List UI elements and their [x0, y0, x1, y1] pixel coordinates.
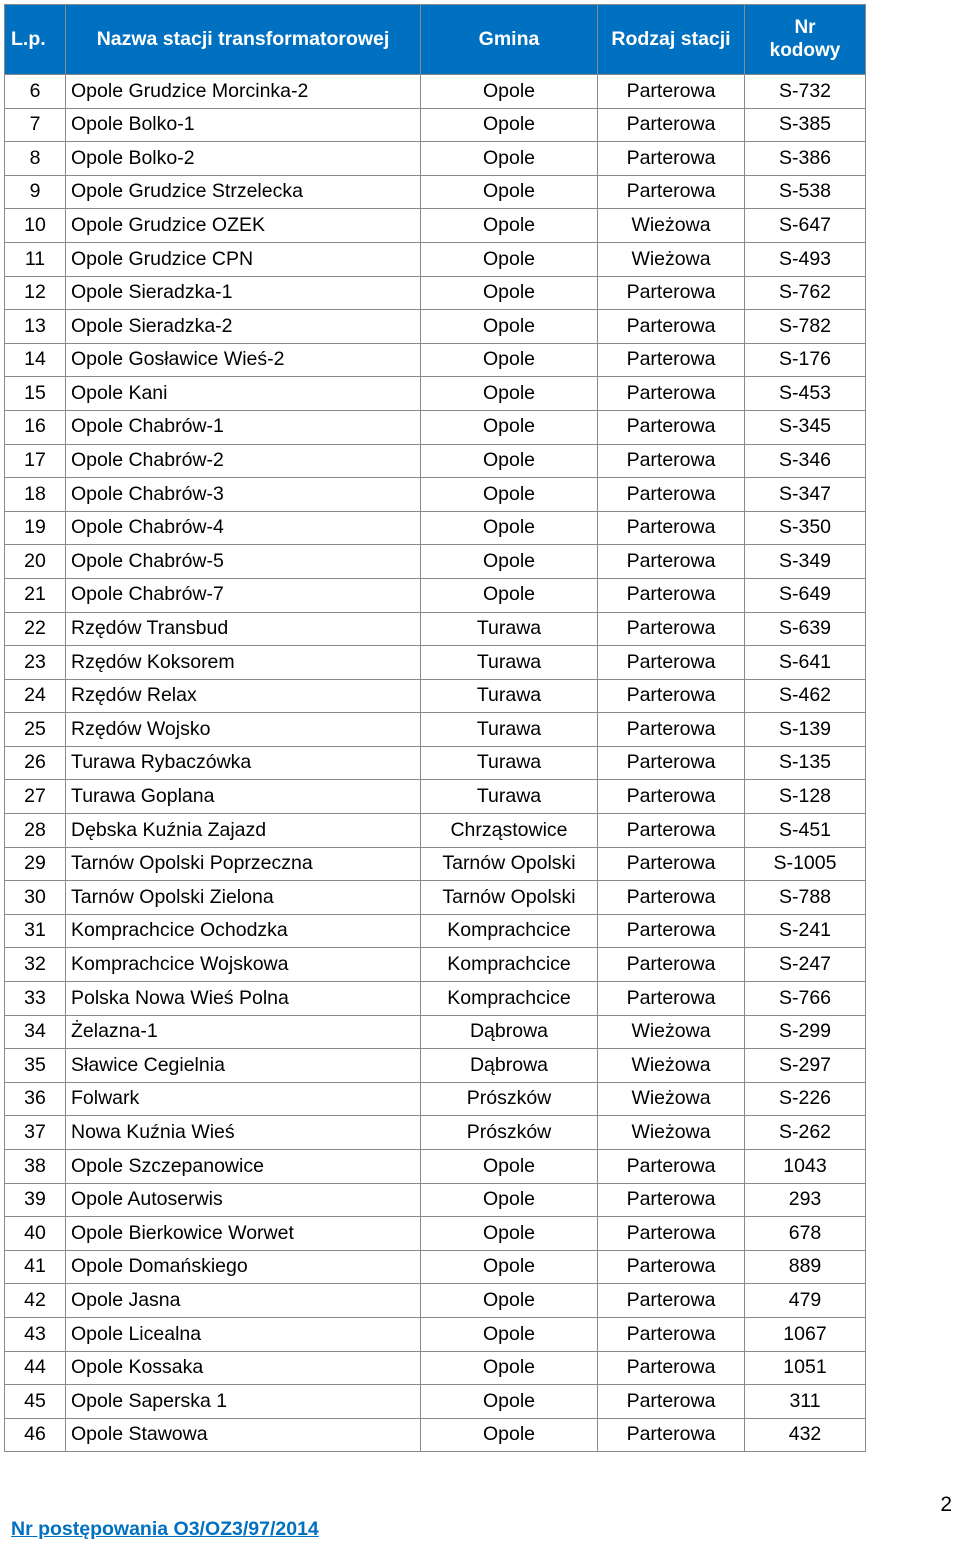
- table-row: [5, 444, 866, 478]
- cell-lp: 6: [5, 75, 66, 109]
- cell-station-name: Opole Chabrów-3: [66, 478, 421, 512]
- cell-code: 1043: [745, 1150, 866, 1184]
- cell-station-name: Tarnów Opolski Poprzeczna: [66, 847, 421, 881]
- cell-code: S-135: [745, 746, 866, 780]
- cell-station-type: Parterowa: [598, 1284, 745, 1318]
- cell-station-name: Turawa Rybaczówka: [66, 746, 421, 780]
- table-body: [5, 75, 866, 1452]
- table-row: [5, 746, 866, 780]
- cell-station-name: Opole Bierkowice Worwet: [66, 1217, 421, 1251]
- cell-station-name: Opole Grudzice OZEK: [66, 209, 421, 243]
- cell-code: S-299: [745, 1015, 866, 1049]
- cell-gmina: Turawa: [421, 746, 598, 780]
- table-row: [5, 1284, 866, 1318]
- cell-code: S-766: [745, 982, 866, 1016]
- cell-station-name: Turawa Goplana: [66, 780, 421, 814]
- cell-lp: 41: [5, 1250, 66, 1284]
- cell-lp: 38: [5, 1150, 66, 1184]
- cell-station-type: Parterowa: [598, 1418, 745, 1452]
- table-row: [5, 478, 866, 512]
- table-header: [5, 5, 866, 75]
- cell-gmina: Prószków: [421, 1116, 598, 1150]
- cell-station-name: Opole Chabrów-1: [66, 410, 421, 444]
- cell-station-type: Parterowa: [598, 410, 745, 444]
- cell-station-name: Opole Grudzice CPN: [66, 242, 421, 276]
- cell-code: S-176: [745, 343, 866, 377]
- table-row: [5, 982, 866, 1016]
- cell-code: S-649: [745, 578, 866, 612]
- cell-station-type: Parterowa: [598, 545, 745, 579]
- cell-station-name: Opole Bolko-1: [66, 108, 421, 142]
- cell-gmina: Opole: [421, 1150, 598, 1184]
- cell-code: S-346: [745, 444, 866, 478]
- cell-station-type: Parterowa: [598, 881, 745, 915]
- cell-gmina: Opole: [421, 444, 598, 478]
- cell-code: S-782: [745, 310, 866, 344]
- cell-lp: 16: [5, 410, 66, 444]
- cell-station-name: Opole Sieradzka-2: [66, 310, 421, 344]
- cell-station-type: Wieżowa: [598, 1082, 745, 1116]
- cell-gmina: Chrząstowice: [421, 814, 598, 848]
- cell-station-type: Wieżowa: [598, 242, 745, 276]
- cell-lp: 8: [5, 142, 66, 176]
- cell-station-name: Opole Saperska 1: [66, 1385, 421, 1419]
- cell-station-name: Opole Domańskiego: [66, 1250, 421, 1284]
- cell-gmina: Turawa: [421, 780, 598, 814]
- cell-gmina: Opole: [421, 377, 598, 411]
- procedure-number: Nr postępowania O3/OZ3/97/2014: [11, 1518, 319, 1540]
- cell-station-name: Nowa Kuźnia Wieś: [66, 1116, 421, 1150]
- cell-lp: 44: [5, 1351, 66, 1385]
- table-row: [5, 142, 866, 176]
- cell-station-name: Polska Nowa Wieś Polna: [66, 982, 421, 1016]
- cell-code: S-128: [745, 780, 866, 814]
- cell-code: 479: [745, 1284, 866, 1318]
- cell-gmina: Opole: [421, 343, 598, 377]
- cell-station-type: Parterowa: [598, 914, 745, 948]
- table-row: [5, 1351, 866, 1385]
- cell-lp: 43: [5, 1317, 66, 1351]
- table-row: [5, 1418, 866, 1452]
- cell-station-name: Opole Gosławice Wieś-2: [66, 343, 421, 377]
- stations-table: [4, 4, 866, 1452]
- cell-station-type: Parterowa: [598, 478, 745, 512]
- cell-gmina: Opole: [421, 175, 598, 209]
- table-row: [5, 108, 866, 142]
- cell-station-type: Parterowa: [598, 578, 745, 612]
- table-row: [5, 1116, 866, 1150]
- cell-station-name: Opole Chabrów-2: [66, 444, 421, 478]
- cell-station-name: Opole Autoserwis: [66, 1183, 421, 1217]
- cell-lp: 32: [5, 948, 66, 982]
- table-row: [5, 175, 866, 209]
- cell-lp: 30: [5, 881, 66, 915]
- cell-lp: 40: [5, 1217, 66, 1251]
- table-row: [5, 1082, 866, 1116]
- cell-code: 311: [745, 1385, 866, 1419]
- cell-lp: 23: [5, 646, 66, 680]
- cell-station-type: Parterowa: [598, 679, 745, 713]
- cell-code: S-262: [745, 1116, 866, 1150]
- cell-code: S-385: [745, 108, 866, 142]
- cell-gmina: Tarnów Opolski: [421, 881, 598, 915]
- cell-lp: 27: [5, 780, 66, 814]
- cell-lp: 28: [5, 814, 66, 848]
- cell-lp: 29: [5, 847, 66, 881]
- cell-gmina: Opole: [421, 578, 598, 612]
- cell-code: S-350: [745, 511, 866, 545]
- cell-gmina: Opole: [421, 310, 598, 344]
- cell-station-name: Folwark: [66, 1082, 421, 1116]
- cell-gmina: Turawa: [421, 713, 598, 747]
- cell-station-type: Parterowa: [598, 276, 745, 310]
- cell-station-type: Parterowa: [598, 108, 745, 142]
- cell-station-name: Opole Chabrów-4: [66, 511, 421, 545]
- header-lp: L.p.: [5, 5, 66, 75]
- cell-gmina: Opole: [421, 1183, 598, 1217]
- cell-gmina: Dąbrowa: [421, 1049, 598, 1083]
- cell-station-type: Parterowa: [598, 780, 745, 814]
- table-row: [5, 545, 866, 579]
- cell-station-type: Parterowa: [598, 310, 745, 344]
- cell-gmina: Opole: [421, 1284, 598, 1318]
- cell-lp: 14: [5, 343, 66, 377]
- table-row: [5, 847, 866, 881]
- table-row: [5, 310, 866, 344]
- cell-lp: 42: [5, 1284, 66, 1318]
- cell-station-type: Wieżowa: [598, 1049, 745, 1083]
- cell-gmina: Opole: [421, 242, 598, 276]
- cell-lp: 19: [5, 511, 66, 545]
- cell-gmina: Opole: [421, 209, 598, 243]
- cell-station-name: Opole Stawowa: [66, 1418, 421, 1452]
- table-row: [5, 410, 866, 444]
- cell-station-name: Rzędów Relax: [66, 679, 421, 713]
- table-row: [5, 209, 866, 243]
- table-row: [5, 1183, 866, 1217]
- cell-lp: 37: [5, 1116, 66, 1150]
- cell-gmina: Turawa: [421, 646, 598, 680]
- cell-lp: 12: [5, 276, 66, 310]
- cell-station-type: Parterowa: [598, 982, 745, 1016]
- table-row: [5, 1049, 866, 1083]
- cell-gmina: Opole: [421, 1217, 598, 1251]
- cell-lp: 25: [5, 713, 66, 747]
- cell-gmina: Komprachcice: [421, 948, 598, 982]
- cell-station-type: Parterowa: [598, 1317, 745, 1351]
- cell-station-type: Parterowa: [598, 948, 745, 982]
- cell-gmina: Opole: [421, 545, 598, 579]
- cell-station-type: Parterowa: [598, 612, 745, 646]
- header-station-name: Nazwa stacji transformatorowej: [66, 5, 421, 75]
- table-row: [5, 1317, 866, 1351]
- cell-lp: 39: [5, 1183, 66, 1217]
- cell-station-name: Tarnów Opolski Zielona: [66, 881, 421, 915]
- cell-gmina: Dąbrowa: [421, 1015, 598, 1049]
- cell-lp: 15: [5, 377, 66, 411]
- cell-station-type: Parterowa: [598, 1217, 745, 1251]
- cell-code: S-241: [745, 914, 866, 948]
- cell-lp: 9: [5, 175, 66, 209]
- cell-station-type: Wieżowa: [598, 1015, 745, 1049]
- cell-station-type: Parterowa: [598, 75, 745, 109]
- cell-gmina: Opole: [421, 1250, 598, 1284]
- cell-station-type: Wieżowa: [598, 209, 745, 243]
- cell-code: S-345: [745, 410, 866, 444]
- cell-gmina: Opole: [421, 478, 598, 512]
- page-number: 2: [940, 1493, 952, 1516]
- cell-station-name: Opole Jasna: [66, 1284, 421, 1318]
- cell-lp: 45: [5, 1385, 66, 1419]
- table-row: [5, 1150, 866, 1184]
- cell-station-name: Sławice Cegielnia: [66, 1049, 421, 1083]
- table-row: [5, 75, 866, 109]
- cell-gmina: Opole: [421, 1317, 598, 1351]
- cell-station-type: Parterowa: [598, 142, 745, 176]
- cell-code: S-762: [745, 276, 866, 310]
- cell-station-name: Opole Chabrów-5: [66, 545, 421, 579]
- cell-code: S-788: [745, 881, 866, 915]
- cell-gmina: Tarnów Opolski: [421, 847, 598, 881]
- cell-code: S-641: [745, 646, 866, 680]
- cell-station-name: Dębska Kuźnia Zajazd: [66, 814, 421, 848]
- cell-gmina: Opole: [421, 75, 598, 109]
- header-code-line2: kodowy: [769, 39, 841, 61]
- cell-station-type: Parterowa: [598, 377, 745, 411]
- cell-station-name: Opole Grudzice Morcinka-2: [66, 75, 421, 109]
- cell-station-type: Parterowa: [598, 1183, 745, 1217]
- cell-station-type: Parterowa: [598, 444, 745, 478]
- cell-code: S-639: [745, 612, 866, 646]
- table-row: [5, 814, 866, 848]
- cell-code: S-386: [745, 142, 866, 176]
- cell-station-name: Opole Kani: [66, 377, 421, 411]
- table-row: [5, 1250, 866, 1284]
- cell-code: S-226: [745, 1082, 866, 1116]
- cell-station-type: Parterowa: [598, 847, 745, 881]
- cell-lp: 21: [5, 578, 66, 612]
- header-station-type: Rodzaj stacji: [598, 5, 745, 75]
- cell-lp: 17: [5, 444, 66, 478]
- cell-code: S-462: [745, 679, 866, 713]
- table-row: [5, 242, 866, 276]
- table-row: [5, 948, 866, 982]
- header-code: [745, 5, 866, 75]
- table-row: [5, 780, 866, 814]
- cell-code: 1067: [745, 1317, 866, 1351]
- table-row: [5, 1015, 866, 1049]
- cell-lp: 36: [5, 1082, 66, 1116]
- table-row: [5, 914, 866, 948]
- cell-station-type: Parterowa: [598, 746, 745, 780]
- cell-gmina: Turawa: [421, 612, 598, 646]
- cell-code: S-451: [745, 814, 866, 848]
- cell-station-type: Parterowa: [598, 511, 745, 545]
- cell-gmina: Komprachcice: [421, 982, 598, 1016]
- cell-code: 889: [745, 1250, 866, 1284]
- cell-station-name: Rzędów Transbud: [66, 612, 421, 646]
- cell-lp: 10: [5, 209, 66, 243]
- cell-station-name: Żelazna-1: [66, 1015, 421, 1049]
- cell-code: 678: [745, 1217, 866, 1251]
- table-row: [5, 1385, 866, 1419]
- cell-station-type: Parterowa: [598, 1250, 745, 1284]
- cell-station-type: Parterowa: [598, 175, 745, 209]
- cell-gmina: Opole: [421, 276, 598, 310]
- cell-gmina: Opole: [421, 108, 598, 142]
- table-row: [5, 1217, 866, 1251]
- cell-lp: 7: [5, 108, 66, 142]
- cell-gmina: Komprachcice: [421, 914, 598, 948]
- cell-gmina: Opole: [421, 1351, 598, 1385]
- table-row: [5, 881, 866, 915]
- table-row: [5, 679, 866, 713]
- cell-code: S-1005: [745, 847, 866, 881]
- cell-station-type: Parterowa: [598, 646, 745, 680]
- cell-code: S-453: [745, 377, 866, 411]
- cell-station-name: Opole Chabrów-7: [66, 578, 421, 612]
- cell-gmina: Turawa: [421, 679, 598, 713]
- cell-station-type: Parterowa: [598, 1351, 745, 1385]
- cell-lp: 13: [5, 310, 66, 344]
- cell-lp: 22: [5, 612, 66, 646]
- cell-gmina: Opole: [421, 1385, 598, 1419]
- cell-code: S-347: [745, 478, 866, 512]
- cell-code: S-647: [745, 209, 866, 243]
- table-row: [5, 343, 866, 377]
- table-row: [5, 612, 866, 646]
- cell-lp: 31: [5, 914, 66, 948]
- header-code-line1: Nr: [794, 17, 816, 39]
- cell-lp: 11: [5, 242, 66, 276]
- cell-code: S-538: [745, 175, 866, 209]
- cell-lp: 20: [5, 545, 66, 579]
- cell-station-name: Opole Sieradzka-1: [66, 276, 421, 310]
- cell-gmina: Opole: [421, 410, 598, 444]
- table-row: [5, 713, 866, 747]
- header-row: [5, 5, 866, 75]
- cell-lp: 33: [5, 982, 66, 1016]
- cell-gmina: Opole: [421, 511, 598, 545]
- cell-station-type: Parterowa: [598, 814, 745, 848]
- cell-lp: 18: [5, 478, 66, 512]
- table-row: [5, 377, 866, 411]
- cell-gmina: Prószków: [421, 1082, 598, 1116]
- cell-station-name: Opole Bolko-2: [66, 142, 421, 176]
- cell-station-type: Parterowa: [598, 1385, 745, 1419]
- cell-station-name: Opole Kossaka: [66, 1351, 421, 1385]
- header-gmina: Gmina: [421, 5, 598, 75]
- cell-code: S-732: [745, 75, 866, 109]
- cell-lp: 35: [5, 1049, 66, 1083]
- cell-station-type: Parterowa: [598, 713, 745, 747]
- cell-code: S-247: [745, 948, 866, 982]
- cell-lp: 26: [5, 746, 66, 780]
- cell-gmina: Opole: [421, 142, 598, 176]
- table-row: [5, 276, 866, 310]
- cell-station-name: Rzędów Wojsko: [66, 713, 421, 747]
- table-row: [5, 646, 866, 680]
- cell-lp: 24: [5, 679, 66, 713]
- cell-lp: 46: [5, 1418, 66, 1452]
- cell-station-name: Opole Grudzice Strzelecka: [66, 175, 421, 209]
- cell-station-name: Komprachcice Ochodzka: [66, 914, 421, 948]
- table-row: [5, 578, 866, 612]
- cell-station-name: Komprachcice Wojskowa: [66, 948, 421, 982]
- cell-code: 432: [745, 1418, 866, 1452]
- cell-code: S-139: [745, 713, 866, 747]
- cell-station-type: Parterowa: [598, 1150, 745, 1184]
- cell-station-type: Parterowa: [598, 343, 745, 377]
- cell-station-type: Wieżowa: [598, 1116, 745, 1150]
- cell-code: 1051: [745, 1351, 866, 1385]
- table-row: [5, 511, 866, 545]
- cell-gmina: Opole: [421, 1418, 598, 1452]
- cell-code: S-297: [745, 1049, 866, 1083]
- cell-station-name: Rzędów Koksorem: [66, 646, 421, 680]
- cell-code: S-349: [745, 545, 866, 579]
- cell-code: 293: [745, 1183, 866, 1217]
- cell-station-name: Opole Licealna: [66, 1317, 421, 1351]
- cell-code: S-493: [745, 242, 866, 276]
- cell-station-name: Opole Szczepanowice: [66, 1150, 421, 1184]
- cell-lp: 34: [5, 1015, 66, 1049]
